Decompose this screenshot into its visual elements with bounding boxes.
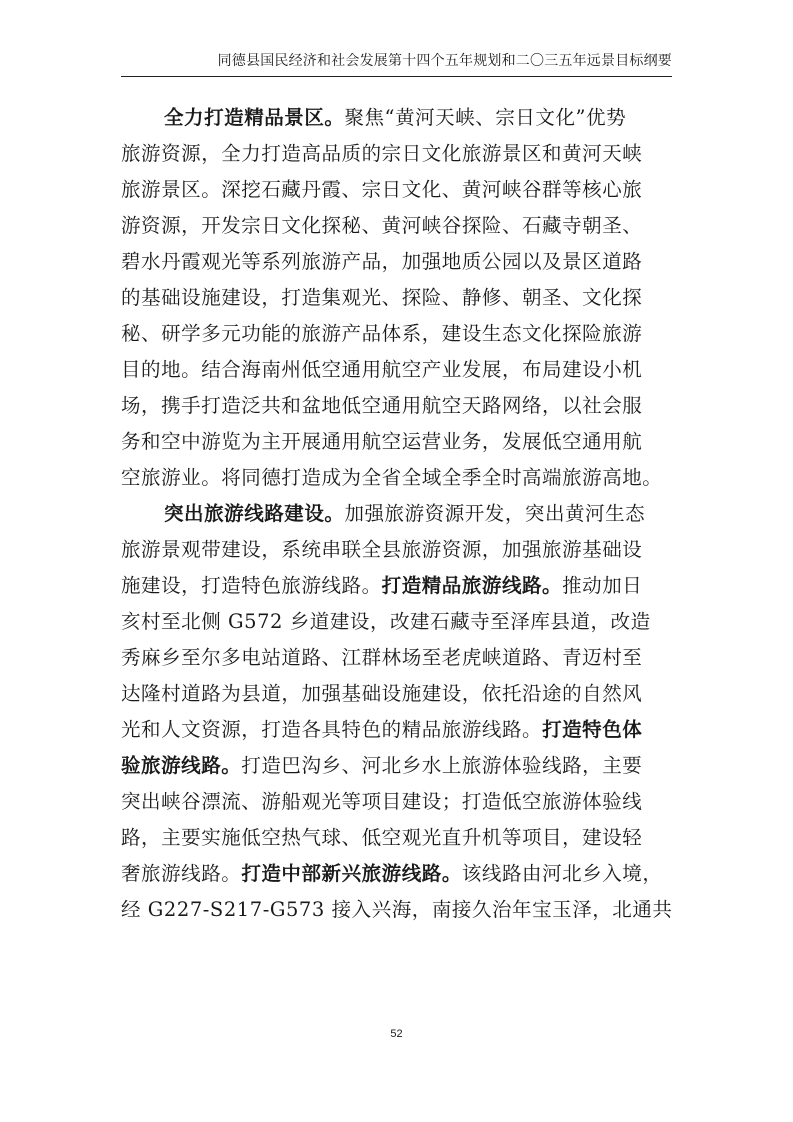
text-line (121, 172, 681, 208)
text-line (121, 352, 681, 388)
text-run: 游资源，开发宗日文化探秘、黄河峡谷探险、石藏寺朝圣、 (121, 214, 643, 237)
text-run: 的基础设施建设，打造集观光、探险、静修、朝圣、文化探 (121, 286, 643, 309)
page-number: 52 (390, 1028, 403, 1040)
text-run: 施建设，打造特色旅游线路。 (121, 574, 382, 597)
text-line (121, 460, 681, 496)
running-header: 同德县国民经济和社会发展第十四个五年规划和二〇三五年远景目标纲要 (217, 53, 672, 69)
text-run: 空旅游业。将同德打造成为全省全域全季全时高端旅游高地。 (121, 466, 663, 489)
text-line (121, 316, 681, 352)
text-line (121, 676, 681, 712)
text-run: 突出峡谷漂流、游船观光等项目建设；打造低空旅游体验线 (121, 790, 643, 813)
text-line (121, 532, 681, 568)
text-run: 聚焦“黄河天峡、宗日文化”优势 (344, 106, 627, 129)
body-text (121, 100, 681, 928)
text-line (121, 496, 681, 532)
text-run: 打造巴沟乡、河北乡水上旅游体验线路，主要 (241, 754, 643, 777)
text-run: 旅游景观带建设，系统串联全县旅游资源，加强旅游基础设 (121, 538, 643, 561)
text-line (121, 100, 681, 136)
text-run: 场，携手打造泛共和盆地低空通用航空天路网络，以社会服 (121, 394, 643, 417)
text-run: 加强旅游资源开发，突出黄河生态 (344, 502, 646, 525)
text-line (121, 748, 681, 784)
text-run: 达隆村道路为县道，加强基础设施建设，依托沿途的自然风 (121, 682, 643, 705)
text-line (121, 280, 681, 316)
bold-heading-run: 打造特色体 (542, 718, 643, 741)
bold-heading-run: 验旅游线路。 (121, 754, 242, 777)
text-line (121, 604, 681, 640)
text-line (121, 892, 681, 928)
text-run: 经 G227-S217-G573 接入兴海，南接久治年宝玉泽，北通共 (121, 898, 673, 921)
bold-heading-run: 打造中部新兴旅游线路。 (241, 862, 462, 885)
text-run: 推动加日 (562, 574, 643, 597)
text-run: 该线路由河北乡入境， (461, 862, 663, 885)
text-line (121, 856, 681, 892)
text-line (121, 784, 681, 820)
text-run: 光和人文资源，打造各具特色的精品旅游线路。 (121, 718, 543, 741)
text-run: 奢旅游线路。 (121, 862, 242, 885)
bold-heading-run: 打造精品旅游线路。 (381, 574, 563, 597)
text-line (121, 244, 681, 280)
text-line (121, 388, 681, 424)
text-run: 亥村至北侧 G572 乡道建设，改建石藏寺至泽库县道，改造 (121, 610, 651, 633)
text-run: 目的地。结合海南州低空通用航空产业发展，布局建设小机 (121, 358, 643, 381)
text-line (121, 568, 681, 604)
bold-heading-run: 全力打造精品景区。 (164, 106, 345, 129)
text-line (121, 820, 681, 856)
text-run: 秘、研学多元功能的旅游产品体系，建设生态文化探险旅游 (121, 322, 643, 345)
text-run: 碧水丹霞观光等系列旅游产品，加强地质公园以及景区道路 (121, 250, 643, 273)
bold-heading-run: 突出旅游线路建设。 (164, 502, 345, 525)
text-run: 务和空中游览为主开展通用航空运营业务，发展低空通用航 (121, 430, 643, 453)
text-line (121, 640, 681, 676)
text-line (121, 208, 681, 244)
text-line (121, 424, 681, 460)
text-run: 旅游资源，全力打造高品质的宗日文化旅游景区和黄河天峡 (121, 142, 643, 165)
text-run: 路，主要实施低空热气球、低空观光直升机等项目，建设轻 (121, 826, 643, 849)
header-rule (121, 76, 672, 77)
text-run: 旅游景区。深挖石藏丹霞、宗日文化、黄河峡谷群等核心旅 (121, 178, 643, 201)
text-run: 秀麻乡至尔多电站道路、江群林场至老虎峡道路、青迈村至 (121, 646, 643, 669)
text-line (121, 712, 681, 748)
text-line (121, 136, 681, 172)
